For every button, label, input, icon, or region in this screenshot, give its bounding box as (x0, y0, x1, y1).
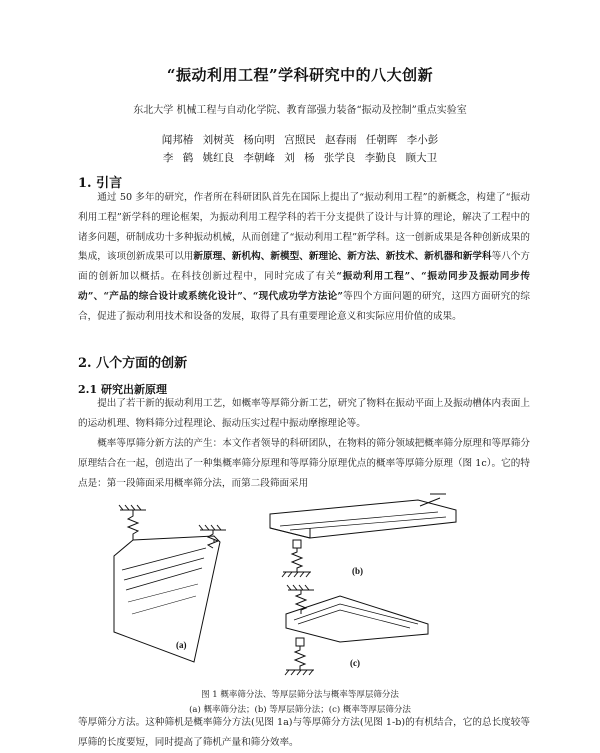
subsection-2-1-heading: 2.1 研究出新原理 (78, 383, 167, 396)
figure-1-caption: 图 1 概率筛分法、等厚层筛分法与概率等厚层筛分法 (201, 690, 399, 700)
continuation-paragraph: 等厚筛分方法。这种筛机是概率筛分方法(见图 1a)与等厚筛分方法(见图 1-b)的有机结合，它的总长度较等厚筛的长度要短，同时提高了筛机产量和筛分效率。 (78, 717, 530, 748)
section-1-bold-b: “振动利用工程”、“振动同步及振动同步传动”、“产品的综合设计或系统化设计”、“现代成功学方法论” (78, 271, 530, 302)
affiliation: 东北大学 机械工程与自动化学院、教育部强力装备“振动及控制”重点实验室 (133, 105, 467, 116)
figure-1-drawing (78, 492, 530, 682)
section-2-paragraph-2: 概率等厚筛分新方法的产生：本文作者领导的科研团队，在物料的筛分领域把概率筛分原理和等厚筛分原理结合在一起，创造出了一种集概率筛分原理和等厚筛分原理优点的概率等厚筛分原理（图 1c）。它的特点是：第一段筛面采用概率筛分法，而第二段筛面采用 (78, 438, 530, 489)
diagram-a (114, 505, 226, 662)
figure-1 (78, 492, 530, 682)
section-2-heading: 2. 八个方面的创新 (78, 356, 188, 371)
section-1-bold-a: 新原理、新机构、新模型、新理论、新方法、新技术、新机器和新学科 (193, 251, 492, 263)
figure-label-b: (b) (352, 566, 363, 576)
figure-label-a: (a) (176, 640, 187, 650)
diagram-b (270, 494, 456, 577)
section-1-text-a: 通过 50 多年的研究，作者所在科研团队首先在国际上提出了“振动利用工程”的新概念，构建了“振动利用工程”新学科的理论框架，为振动利用工程学科的若干分支提供了设计与计算的理论，解决了工程中的诸多问题，研制成功十多种振动机械，从而创建了“振动利用工程”新学科。这一创新成果是各种创新成果的集成，该项创新成果可以用 (78, 192, 530, 263)
section-2-paragraph-1: 提出了若干新的振动利用工艺，如概率等厚筛分新工艺，研究了物料在振动平面上及振动槽体内表面上的运动机理、物料筛分过程理论、振动压实过程中振动摩擦理论等。 (78, 398, 530, 429)
figure-1-subcaption: (a) 概率筛分法；(b) 等厚层筛分法；(c) 概率等厚层筛分法 (189, 705, 411, 715)
figure-label-c: (c) (350, 658, 360, 668)
authors-line-1: 闻邦椿 刘树英 杨向明 宫照民 赵春雨 任朝晖 李小彭 (161, 134, 439, 146)
section-1-text-c: 等四个方面问题的研究，这四方面研究的综合，促进了振动利用技术和设备的发展，取得了具有重要理论意义和实际应用价值的成果。 (78, 290, 531, 322)
section-1-text-b: 等八个方面的创新加以概括。在科技创新过程中，同时完成了有关 (78, 251, 531, 283)
paper-title: “振动利用工程”学科研究中的八大创新 (166, 66, 434, 84)
section-1-paragraph (78, 188, 530, 327)
section-1-heading: 1. 引言 (78, 176, 123, 191)
authors-line-2: 李 鹤 姚红良 李朝峰 刘 杨 张学良 李勤良 顾大卫 (162, 152, 438, 164)
